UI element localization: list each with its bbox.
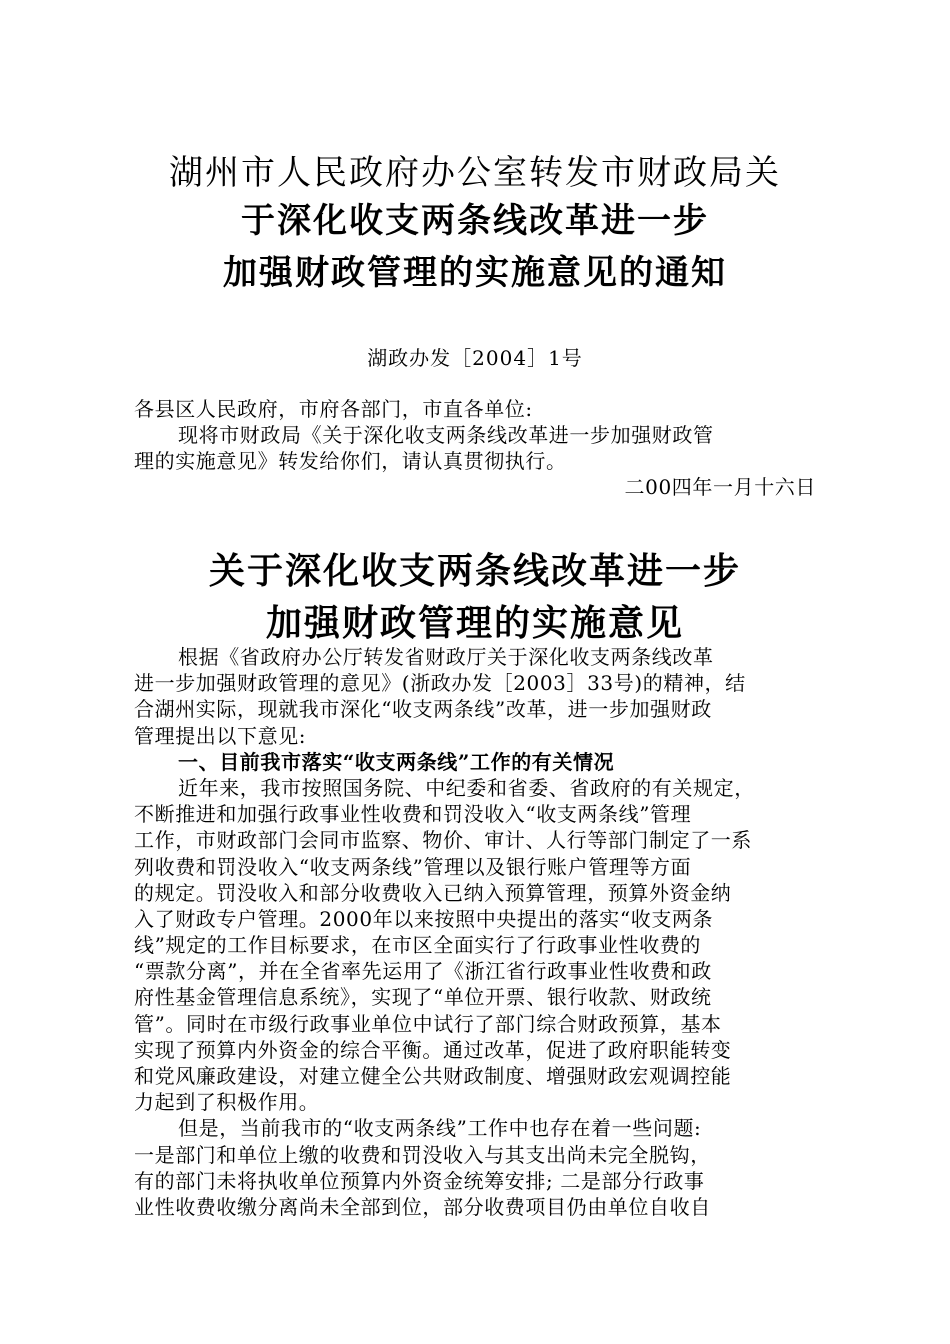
body-line: 一是部门和单位上缴的收费和罚没收入与其支出尚未完全脱钩， (134, 1142, 711, 1167)
body-line: 有的部门未将执收单位预算内外资金统筹安排; 二是部分行政事 (134, 1168, 705, 1193)
body-line: 不断推进和加强行政事业性收费和罚没收入“收支两条线”管理 (134, 802, 692, 827)
document-number: 湖政办发［2004］1号 (367, 346, 583, 370)
opinion-title-line-2: 加强财政管理的实施意见 (265, 602, 684, 644)
body-line: 进一步加强财政管理的意见》(浙政办发［2003］33号)的精神，结 (134, 671, 746, 696)
notice-body (134, 396, 816, 500)
notice-paragraph-line: 现将市财政局《关于深化收支两条线改革进一步加强财政管 (178, 423, 714, 447)
body-line: 入了财政专户管理。2000年以来按照中央提出的落实“收支两条 (134, 906, 714, 931)
body-line: 管理提出以下意见: (134, 723, 307, 748)
body-line: 力起到了积极作用。 (134, 1090, 320, 1115)
body-line: 工作，市财政部门会同市监察、物价、审计、人行等部门制定了一系 (134, 828, 752, 853)
notice-paragraph-line: 理的实施意见》转发给你们，请认真贯彻执行。 (134, 449, 567, 473)
body-line: 近年来，我市按照国务院、中纪委和省委、省政府的有关规定， (178, 775, 755, 800)
body-line: 府性基金管理信息系统》，实现了“单位开票、银行收款、财政统 (134, 985, 712, 1010)
notice-date: 二00四年一月十六日 (624, 475, 816, 499)
body-line: 列收费和罚没收入“收支两条线”管理以及银行账户管理等方面 (134, 854, 692, 879)
opinion-body (134, 644, 816, 1220)
body-line: 和党风廉政建设，对建立健全公共财政制度、增强财政宏观调控能 (134, 1064, 732, 1088)
body-line: 但是，当前我市的“收支两条线”工作中也存在着一些问题: (178, 1116, 702, 1141)
body-line: 合湖州实际，现就我市深化“收支两条线”改革，进一步加强财政 (134, 697, 712, 722)
body-line: 线”规定的工作目标要求，在市区全面实行了行政事业性收费的 (134, 933, 702, 958)
body-line: 实现了预算内外资金的综合平衡。通过改革，促进了政府职能转变 (134, 1037, 732, 1062)
section-heading-1: 一、目前我市落实“收支两条线”工作的有关情况 (178, 749, 615, 774)
opinion-title-line-1: 关于深化收支两条线改革进一步 (208, 550, 741, 592)
body-line: 的规定。罚没收入和部分收费收入已纳入预算管理，预算外资金纳 (134, 880, 732, 905)
notice-title-line-1: 湖州市人民政府办公室转发市财政局关 (169, 153, 781, 193)
body-line: 业性收费收缴分离尚未全部到位，部分收费项目仍由单位自收自 (134, 1194, 711, 1219)
body-line: 根据《省政府办公厅转发省财政厅关于深化收支两条线改革 (178, 645, 714, 669)
addressee-line: 各县区人民政府，市府各部门，市直各单位: (134, 397, 533, 421)
body-line: 管”。同时在市级行政事业单位中试行了部门综合财政预算，基本 (134, 1011, 722, 1036)
notice-title-line-2: 于深化收支两条线改革进一步 (241, 201, 709, 241)
notice-title-line-3: 加强财政管理的实施意见的通知 (223, 253, 727, 293)
body-line: “票款分离”，并在全省率先运用了《浙江省行政事业性收费和政 (134, 959, 712, 984)
